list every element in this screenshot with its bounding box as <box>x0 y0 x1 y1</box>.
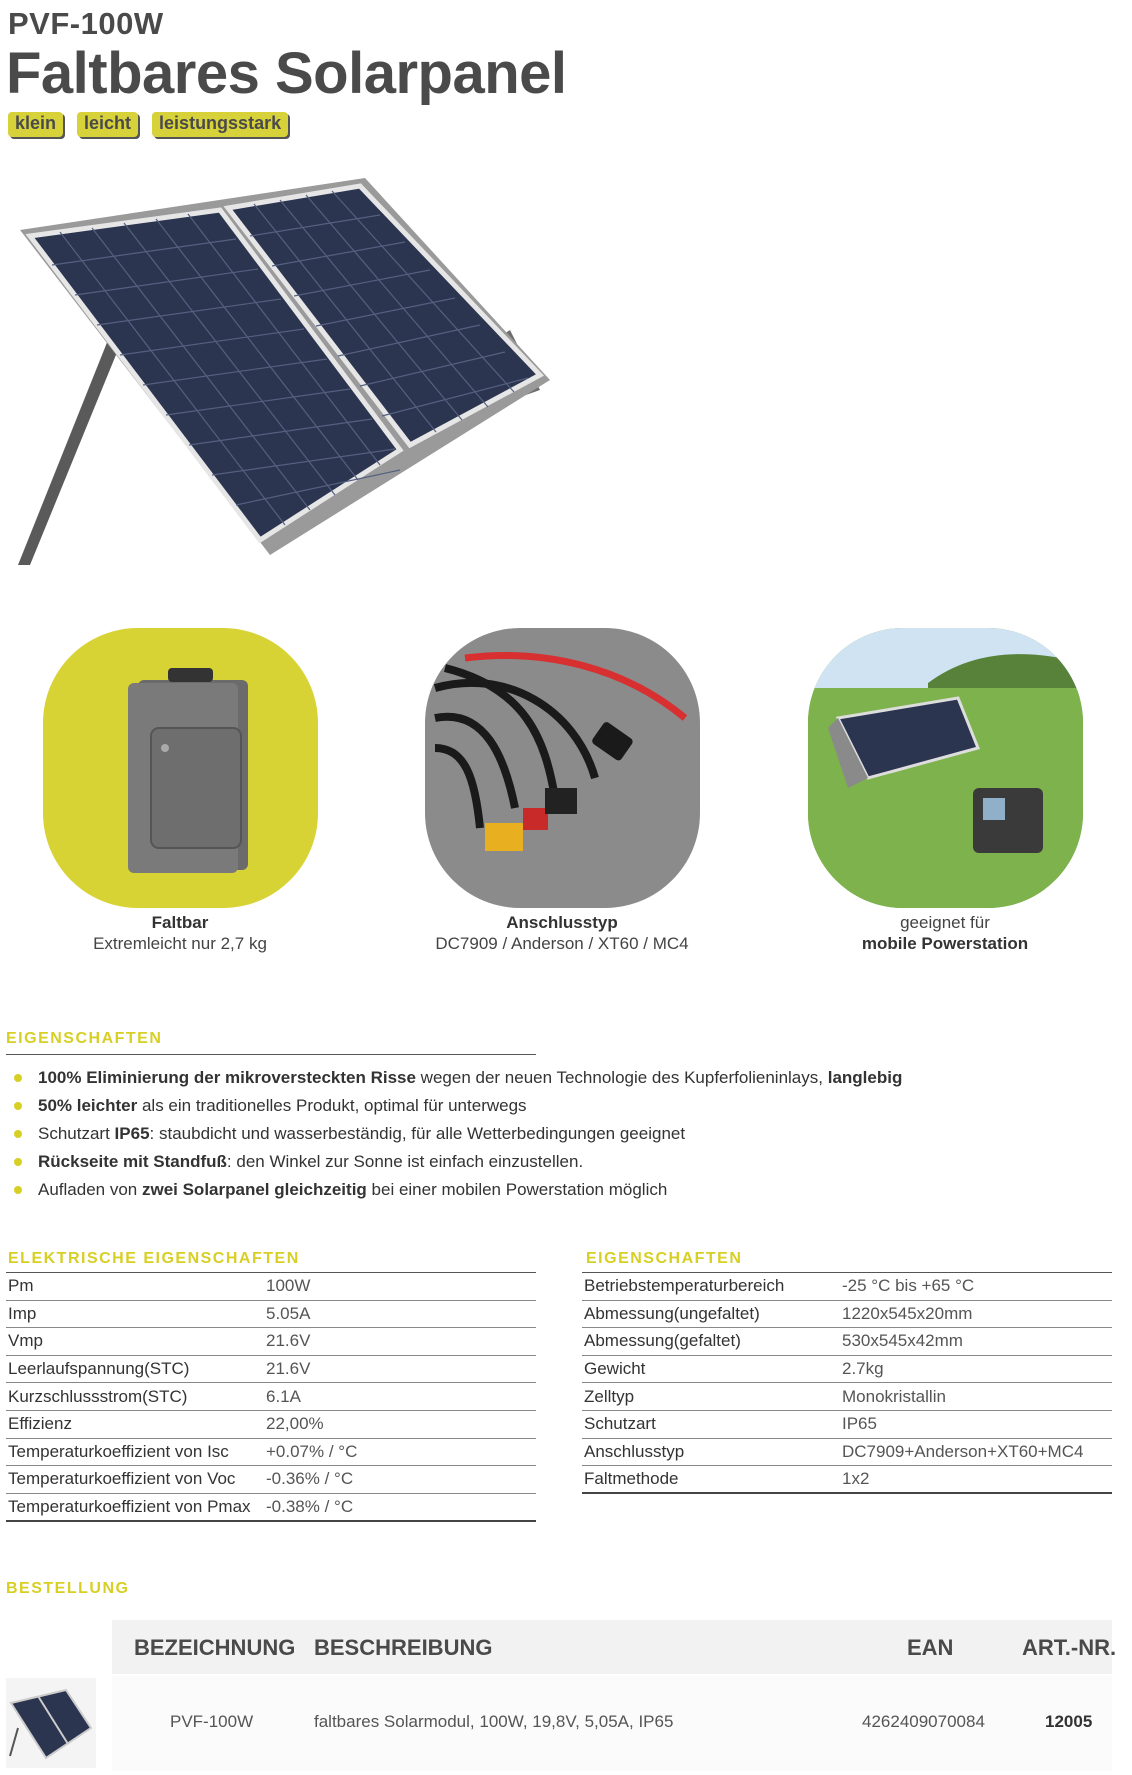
spec-label: Temperaturkoeffizient von Pmax <box>6 1493 264 1521</box>
table-row <box>6 1300 536 1328</box>
column-header-ean: EAN <box>907 1635 954 1660</box>
feature-caption-powerstation <box>795 912 1095 954</box>
feature-image-connectors <box>425 628 700 908</box>
spec-value: -0.38% / °C <box>264 1493 536 1521</box>
table-row <box>6 1383 536 1411</box>
tag-leistungsstark: leistungsstark <box>152 112 288 137</box>
column-header-name: BEZEICHNUNG <box>134 1635 296 1660</box>
spec-label: Pm <box>6 1273 264 1301</box>
section-title-electrical: ELEKTRISCHE EIGENSCHAFTEN <box>8 1250 300 1267</box>
spec-label: Temperaturkoeffizient von Voc <box>6 1466 264 1494</box>
feature-text: geeignet für <box>900 913 990 932</box>
feature-caption-foldable <box>30 912 330 954</box>
spec-value: 530x545x42mm <box>840 1328 1112 1356</box>
spec-value: -0.36% / °C <box>264 1466 536 1494</box>
spec-value: 1x2 <box>840 1466 1112 1494</box>
table-row <box>6 1410 536 1438</box>
spec-label: Schutzart <box>582 1410 840 1438</box>
column-header-description: BESCHREIBUNG <box>314 1635 493 1660</box>
feature-title: mobile Powerstation <box>861 934 1029 953</box>
spec-label: Anschlusstyp <box>582 1438 840 1466</box>
spec-label: Effizienz <box>6 1410 264 1438</box>
spec-label: Temperaturkoeffizient von Isc <box>6 1438 264 1466</box>
list-item: 50% leichter als ein traditionelles Produkt, optimal für unterwegs <box>12 1092 902 1120</box>
spec-value: +0.07% / °C <box>264 1438 536 1466</box>
spec-label: Abmessung(ungefaltet) <box>582 1300 840 1328</box>
table-row <box>6 1438 536 1466</box>
tag-klein: klein <box>8 112 63 137</box>
spec-label: Faltmethode <box>582 1466 840 1494</box>
column-header-art-nr: ART.-NR. <box>1022 1635 1117 1660</box>
spec-value: -25 °C bis +65 °C <box>840 1273 1112 1301</box>
spec-label: Imp <box>6 1300 264 1328</box>
table-row <box>6 1466 536 1494</box>
spec-value: 2.7kg <box>840 1355 1112 1383</box>
table-row <box>6 1493 536 1521</box>
table-row <box>582 1300 1112 1328</box>
properties-spec-table <box>582 1272 1112 1494</box>
page-title: Faltbares Solarpanel <box>6 41 567 106</box>
spec-value: 21.6V <box>264 1328 536 1356</box>
spec-label: Leerlaufspannung(STC) <box>6 1355 264 1383</box>
list-item: 100% Eliminierung der mikroversteckten Risse wegen der neuen Technologie des Kupferfolieninlays, langlebig <box>12 1064 902 1092</box>
spec-label: Betriebstemperaturbereich <box>582 1273 840 1301</box>
feature-image-powerstation <box>808 628 1083 908</box>
table-row <box>582 1410 1112 1438</box>
table-row <box>582 1383 1112 1411</box>
feature-bullet-list <box>12 1064 902 1204</box>
spec-value: Monokristallin <box>840 1383 1112 1411</box>
spec-value: 6.1A <box>264 1383 536 1411</box>
table-row <box>6 1273 536 1301</box>
order-ean: 4262409070084 <box>862 1712 985 1731</box>
divider <box>6 1054 536 1055</box>
feature-text: Extremleicht nur 2,7 kg <box>93 934 267 953</box>
spec-value: 22,00% <box>264 1410 536 1438</box>
spec-label: Kurzschlussstrom(STC) <box>6 1383 264 1411</box>
electrical-spec-table <box>6 1272 536 1522</box>
product-model: PVF-100W <box>8 6 164 41</box>
section-title-properties: EIGENSCHAFTEN <box>586 1250 743 1267</box>
solar-panel-image <box>0 170 560 575</box>
table-row <box>582 1273 1112 1301</box>
spec-label: Zelltyp <box>582 1383 840 1411</box>
table-row <box>582 1355 1112 1383</box>
spec-label: Vmp <box>6 1328 264 1356</box>
spec-value: 5.05A <box>264 1300 536 1328</box>
spec-value: 21.6V <box>264 1355 536 1383</box>
feature-title: Faltbar <box>151 913 209 932</box>
list-item: Aufladen von zwei Solarpanel gleichzeitig bei einer mobilen Powerstation möglich <box>12 1176 902 1204</box>
product-thumbnail <box>6 1678 96 1768</box>
feature-title: Anschlusstyp <box>506 913 618 932</box>
spec-value: DC7909+Anderson+XT60+MC4 <box>840 1438 1112 1466</box>
spec-value: 100W <box>264 1273 536 1301</box>
tag-leicht: leicht <box>77 112 138 137</box>
feature-caption-connectors <box>412 912 712 954</box>
spec-label: Gewicht <box>582 1355 840 1383</box>
list-item: Schutzart IP65: staubdicht und wasserbeständig, für alle Wetterbedingungen geeignet <box>12 1120 902 1148</box>
table-row <box>582 1328 1112 1356</box>
order-name: PVF-100W <box>170 1712 254 1731</box>
section-title-eigenschaften: EIGENSCHAFTEN <box>6 1030 163 1047</box>
order-description: faltbares Solarmodul, 100W, 19,8V, 5,05A, IP65 <box>314 1712 674 1731</box>
spec-label: Abmessung(gefaltet) <box>582 1328 840 1356</box>
list-item: Rückseite mit Standfuß: den Winkel zur Sonne ist einfach einzustellen. <box>12 1148 902 1176</box>
table-row <box>6 1355 536 1383</box>
table-row <box>582 1466 1112 1494</box>
table-row <box>582 1438 1112 1466</box>
section-title-order: BESTELLUNG <box>6 1580 130 1597</box>
feature-image-foldable <box>43 628 318 908</box>
table-row <box>6 1328 536 1356</box>
tag-list <box>8 112 288 137</box>
spec-value: IP65 <box>840 1410 1112 1438</box>
order-art-nr: 12005 <box>1045 1712 1093 1731</box>
feature-text: DC7909 / Anderson / XT60 / MC4 <box>435 934 689 953</box>
spec-value: 1220x545x20mm <box>840 1300 1112 1328</box>
